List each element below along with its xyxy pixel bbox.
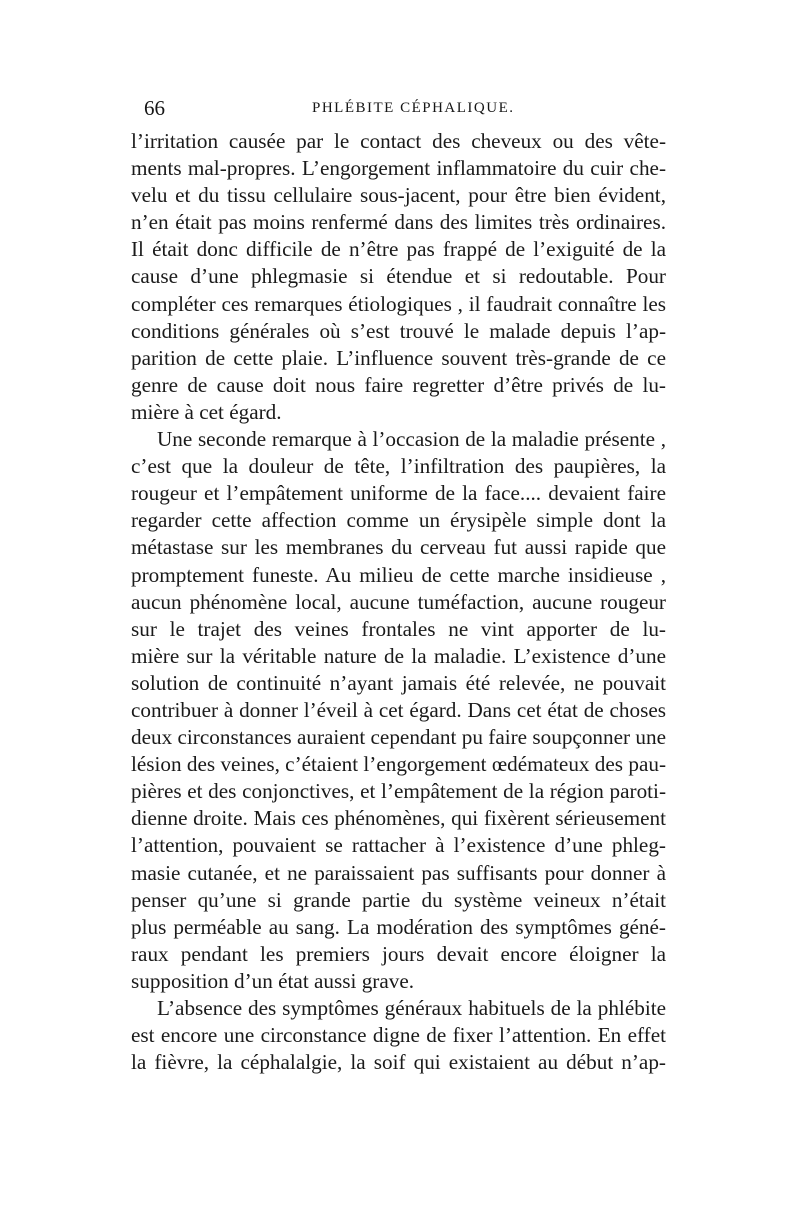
text-line: contribuer à donner l’éveil à cet égard. Dans cet état de choses (131, 697, 666, 722)
text-line: pières et des conjonctives, et l’empâtement de la région paroti- (131, 779, 666, 804)
text-line: regarder cette affection comme un érysipèle simple dont la (131, 508, 666, 533)
text-line: aucun phénomène local, aucune tuméfaction, aucune rougeur (131, 589, 666, 614)
text-line: mière sur la véritable nature de la maladie. L’existence d’une (131, 643, 666, 668)
text-line: métastase sur les membranes du cerveau fut aussi rapide que (131, 535, 666, 560)
text-line: l’irritation causée par le contact des cheveux ou des vête- (131, 129, 666, 153)
text-line: ments mal-propres. L’engorgement inflammatoire du cuir che- (131, 156, 666, 181)
text-line: Il était donc difficile de n’être pas frappé de l’exiguité de la (131, 237, 666, 262)
text-line: l’attention, pouvaient se rattacher à l’existence d’une phleg- (131, 833, 666, 858)
text-line: L’absence des symptômes généraux habituels de la phlébite (157, 996, 666, 1020)
text-line: c’est que la douleur de tête, l’infiltration des paupières, la (131, 454, 666, 479)
page-header (140, 96, 660, 126)
text-line: dienne droite. Mais ces phénomènes, qui fixèrent sérieusement (131, 806, 666, 831)
running-title: PHLÉBITE CÉPHALIQUE. (312, 100, 515, 116)
text-line: compléter ces remarques étiologiques , il faudrait connaître les (131, 291, 666, 316)
text-line: conditions générales où s’est trouvé le malade depuis l’ap- (131, 318, 666, 343)
text-line: rougeur et l’empâtement uniforme de la face.... devaient faire (131, 481, 666, 506)
text-line: deux circonstances auraient cependant pu faire soupçonner une (131, 725, 666, 750)
text-line: lésion des veines, c’étaient l’engorgement œdémateux des pau- (131, 752, 666, 777)
text-line: la fièvre, la céphalalgie, la soif qui existaient au début n’ap- (131, 1050, 666, 1075)
text-line: masie cutanée, et ne paraissaient pas suffisants pour donner à (131, 860, 666, 885)
text-line: Une seconde remarque à l’occasion de la maladie présente , (157, 427, 666, 452)
text-line: genre de cause doit nous faire regretter d’être privés de lu- (131, 372, 666, 397)
text-line: solution de continuité n’ayant jamais été relevée, ne pouvait (131, 670, 666, 695)
text-line: est encore une circonstance digne de fixer l’attention. En effet (131, 1023, 666, 1048)
page-number: 66 (144, 96, 165, 120)
text-line: cause d’une phlegmasie si étendue et si redoutable. Pour (131, 264, 666, 289)
text-line: sur le trajet des veines frontales ne vint apporter de lu- (131, 616, 666, 641)
text-line: velu et du tissu cellulaire sous-jacent, pour être bien évident, (131, 183, 666, 208)
text-line: mière à cet égard. (131, 399, 282, 424)
text-line: raux pendant les premiers jours devait encore éloigner la (131, 941, 666, 966)
text-line: supposition d’un état aussi grave. (131, 968, 415, 993)
text-line: penser qu’une si grande partie du système veineux n’était (131, 887, 666, 912)
text-line: promptement funeste. Au milieu de cette marche insidieuse , (131, 562, 666, 587)
text-line: n’en était pas moins renfermé dans des limites très ordinaires. (131, 210, 666, 235)
text-line: plus perméable au sang. La modération des symptômes géné- (131, 914, 666, 939)
text-line: parition de cette plaie. L’influence souvent très-grande de ce (131, 345, 666, 370)
body-text (131, 128, 666, 1076)
